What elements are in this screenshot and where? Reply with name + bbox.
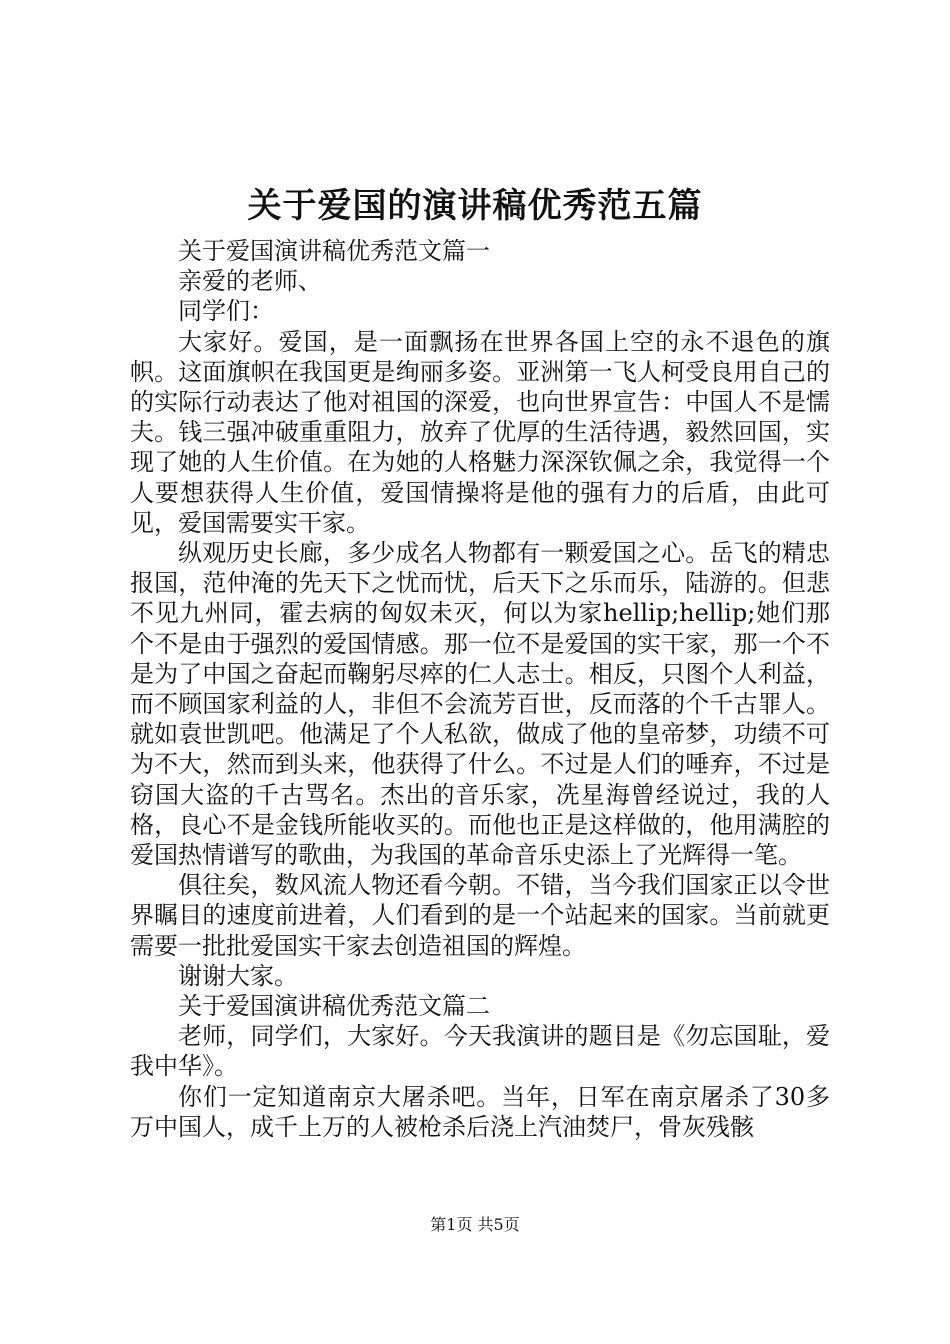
document-body bbox=[130, 236, 830, 1142]
section-heading-1: 关于爱国演讲稿优秀范文篇一 bbox=[178, 237, 490, 265]
page-footer: 第1页 共5页 bbox=[430, 1215, 520, 1234]
closing-line: 谢谢大家。 bbox=[178, 961, 298, 990]
salutation-line-2: 同学们： bbox=[178, 297, 274, 326]
salutation-line-1: 亲爱的老师、 bbox=[178, 267, 322, 296]
body-paragraph-1: 大家好。爱国，是一面飘扬在世界各国上空的永不退色的旗帜。这面旗帜在我国更是绚丽多姿。亚洲第一飞人柯受良用自己的的实际行动表达了他对祖国的深爱，也向世界宣告：中国人不是懦夫。钱三强冲破重重阻力，放弃了优厚的生活待遇，毅然回国，实现了她的人生价值。在为她的人格魅力深深钦佩之余，我觉得一个人要想获得人生价值，爱国情操将是他的强有力的后盾，由此可见，爱国需要实干家。 bbox=[130, 327, 830, 537]
body-paragraph-5: 你们一定知道南京大屠杀吧。当年，日军在南京屠杀了30多万中国人，成千上万的人被枪杀后浇上汽油焚尸，骨灰残骸 bbox=[130, 1082, 830, 1141]
document-title: 关于爱国的演讲稿优秀范五篇 bbox=[247, 186, 703, 226]
body-paragraph-2: 纵观历史长廊，多少成名人物都有一颗爱国之心。岳飞的精忠报国，范仲淹的先天下之忧而忧，后天下之乐而乐，陆游的。但悲不见九州同，霍去病的匈奴未灭，何以为家hellip;hellip;她们那个不是由于强烈的爱国情感。那一位不是爱国的实干家，那一个不是为了中国之奋起而鞠躬尽瘁的仁人志士。相反，只图个人利益，而不顾国家利益的人，非但不会流芳百世，反而落的个千古罪人。就如袁世凯吧。他满足了个人私欲，做成了他的皇帝梦，功绩不可为不大，然而到头来，他获得了什么。不过是人们的唾弃，不过是窃国大盗的千古骂名。杰出的音乐家，冼星海曾经说过，我的人格，良心不是金钱所能收买的。而他也正是这样做的，他用满腔的爱国热情谱写的歌曲，为我国的革命音乐史添上了光辉得一笔。 bbox=[130, 539, 830, 870]
body-paragraph-3: 俱往矣，数风流人物还看今朝。不错，当今我们国家正以令世界瞩目的速度前进着，人们看到的是一个站起来的国家。当前就更需要一批批爱国实干家去创造祖国的辉煌。 bbox=[130, 871, 830, 960]
body-paragraph-4: 老师，同学们，大家好。今天我演讲的题目是《勿忘国耻，爱我中华》。 bbox=[130, 1022, 830, 1081]
section-heading-2: 关于爱国演讲稿优秀范文篇二 bbox=[178, 992, 490, 1021]
